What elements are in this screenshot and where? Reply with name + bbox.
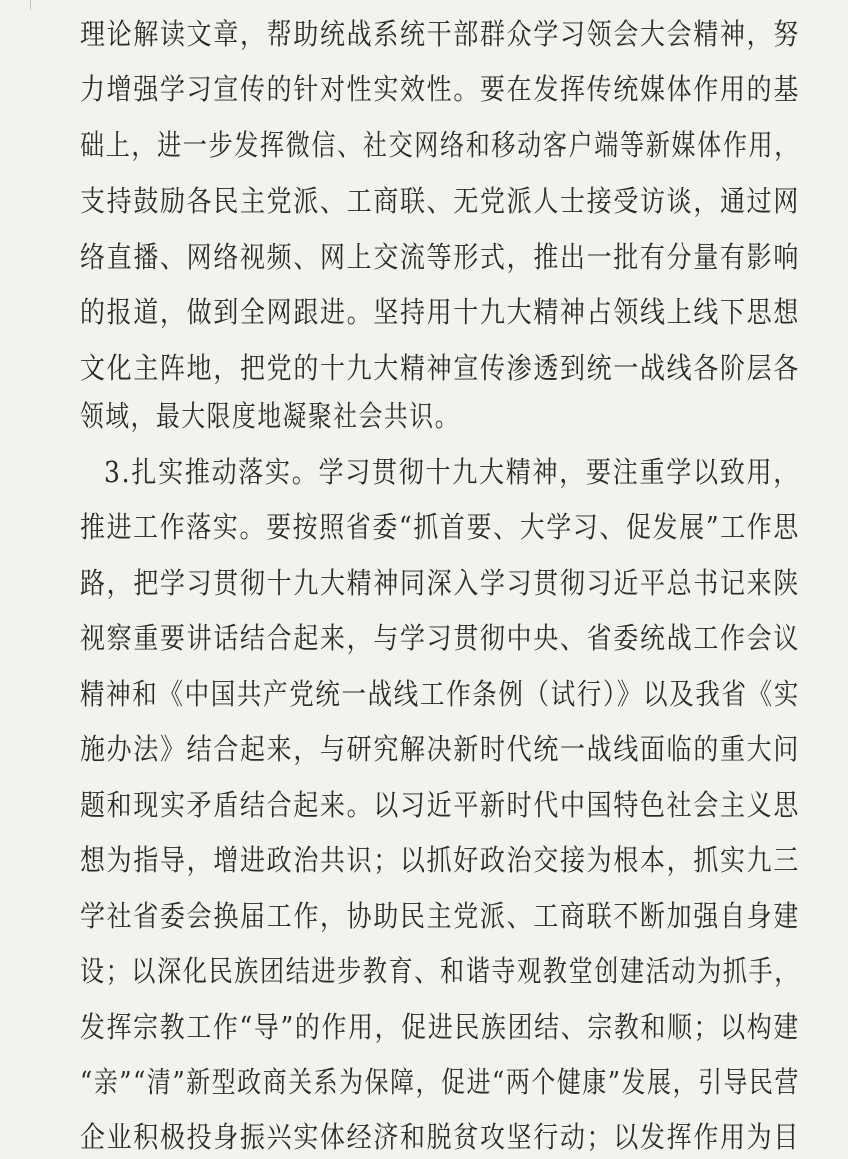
text-line-content: “亲”“清”新型政商关系为保障，促进“两个健康”发展，引导民营 xyxy=(80,1065,800,1099)
text-line-content: 络直播、网络视频、网上交流等形式，推出一批有分量有影响 xyxy=(80,240,800,274)
text-line xyxy=(0,14,848,54)
text-line-content: 推进工作落实。要按照省委“抓首要、大学习、促发展”工作思 xyxy=(80,510,800,544)
text-line xyxy=(0,237,848,277)
text-line xyxy=(0,729,848,769)
text-line-content: 视察重要讲话结合起来，与学习贯彻中央、省委统战工作会议 xyxy=(80,621,800,655)
text-line-content: 施办法》结合起来，与研究解决新时代统一战线面临的重大问 xyxy=(80,732,800,766)
text-line-content: 路，把学习贯彻十九大精神同深入学习贯彻习近平总书记来陕 xyxy=(80,566,800,600)
text-line xyxy=(0,452,848,492)
text-line-content: 题和现实矛盾结合起来。以习近平新时代中国特色社会主义思 xyxy=(80,788,800,822)
scan-corner-mark xyxy=(30,0,31,10)
text-line xyxy=(0,292,848,332)
text-line-content: 3.扎实推动落实。学习贯彻十九大精神，要注重学以致用， xyxy=(104,455,800,489)
text-line-content: 学社省委会换届工作，协助民主党派、工商联不断加强自身建 xyxy=(80,899,800,933)
text-line xyxy=(0,1062,848,1102)
text-line-content: 领域，最大限度地凝聚社会共识。 xyxy=(80,399,460,433)
text-line xyxy=(0,618,848,658)
text-line xyxy=(0,563,848,603)
text-line-content: 支持鼓励各民主党派、工商联、无党派人士接受访谈，通过网 xyxy=(80,184,800,218)
text-line xyxy=(0,69,848,109)
text-line xyxy=(0,181,848,221)
text-line-content: 力增强学习宣传的针对性实效性。要在发挥传统媒体作用的基 xyxy=(80,72,800,106)
text-line xyxy=(0,1117,848,1157)
text-line xyxy=(0,507,848,547)
text-line-content: 础上，进一步发挥微信、社交网络和移动客户端等新媒体作用， xyxy=(80,128,800,162)
text-line xyxy=(0,674,848,714)
text-line-content: 理论解读文章，帮助统战系统干部群众学习领会大会精神，努 xyxy=(80,17,800,51)
text-line-content: 想为指导，增进政治共识；以抓好政治交接为根本，抓实九三 xyxy=(80,843,800,877)
text-line xyxy=(0,951,848,991)
text-line-content: 的报道，做到全网跟进。坚持用十九大精神占领线上线下思想 xyxy=(80,295,800,329)
text-line-content: 企业积极投身振兴实体经济和脱贫攻坚行动；以发挥作用为目 xyxy=(80,1120,800,1154)
text-line-content: 设；以深化民族团结进步教育、和谐寺观教堂创建活动为抓手， xyxy=(80,954,800,988)
text-line-content: 文化主阵地，把党的十九大精神宣传渗透到统一战线各阶层各 xyxy=(80,351,800,385)
text-line xyxy=(0,785,848,825)
text-line xyxy=(0,1007,848,1047)
text-line xyxy=(0,348,848,388)
text-line xyxy=(0,125,848,165)
text-line xyxy=(0,840,848,880)
text-line-content: 发挥宗教工作“导”的作用，促进民族团结、宗教和顺；以构建 xyxy=(80,1010,800,1044)
text-line xyxy=(0,896,848,936)
text-line xyxy=(0,396,848,436)
text-line-content: 精神和《中国共产党统一战线工作条例（试行）》以及我省《实 xyxy=(80,677,800,711)
